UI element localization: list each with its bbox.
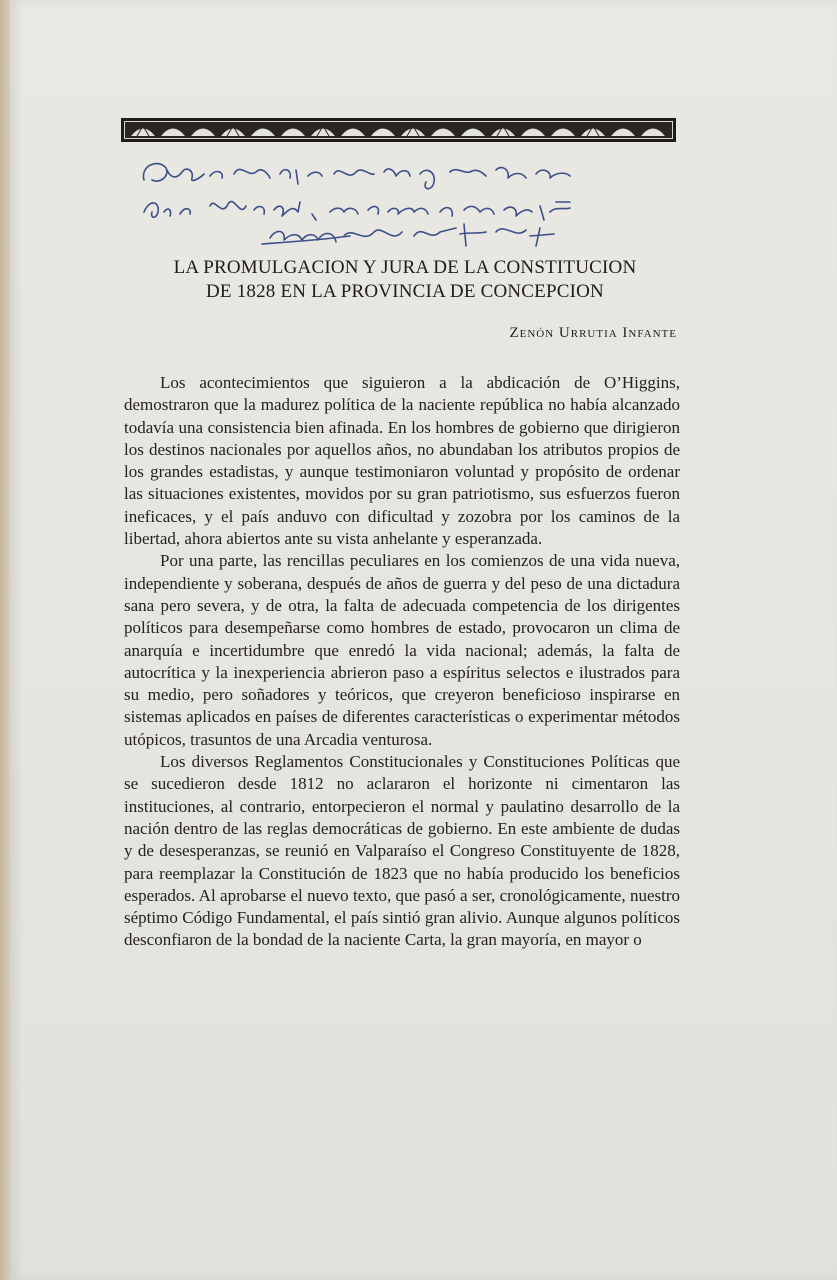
- title-line-1: LA PROMULGACION Y JURA DE LA CONSTITUCION: [173, 257, 637, 278]
- article-body: [124, 372, 680, 952]
- page-edge: [0, 0, 10, 1280]
- title-line-2: DE 1828 EN LA PROVINCIA DE CONCEPCION: [206, 281, 604, 302]
- article-title: [120, 256, 690, 304]
- paragraph: Por una parte, las rencillas peculiares en los comienzos de una vida nueva, independiente y soberana, después de años de guerra y del peso de una dictadura sana pero severa, y de otra, la falta de adecuada competencia de los dirigentes políticos para desempeñarse como hombres de estado, provocaron un clima de anarquía e incertidumbre que enredó la vida nacional; además, la falta de autocrítica y la inexperiencia abrieron paso a espíritus selectos e ilustrados para su medio, pero soñadores y teóricos, que creyeron beneficioso inspirarse en sistemas aplicados en países de diferentes características o experimentar métodos utópicos, trasuntos de una Arcadia venturosa.: [124, 551, 680, 749]
- handwritten-dedication: [130, 148, 610, 258]
- author-name: Zenón Urrutia Infante: [509, 325, 677, 341]
- paragraph: Los acontecimientos que siguieron a la abdicación de O’Higgins, demostraron que la madurez política de la naciente república no había alcanzado todavía una consistencia bien afinada. En los hombres de gobierno que dirigieron los destinos nacionales por aquellos años, no abundaban los atributos propios de los grandes estadistas, y aunque testimoniaron voluntad y propósito de ordenar las situaciones existentes, movidos por su gran patriotismo, sus esfuerzos fueron ineficaces, y el país anduvo con dificultad y zozobra por los caminos de la libertad, ahora abiertos ante su vista anhelante y esperanzada.: [124, 373, 680, 549]
- decorative-header-border: [121, 116, 676, 144]
- paragraph: Los diversos Reglamentos Constitucionales y Constituciones Políticas que se sucedieron desde 1812 no aclararon el horizonte ni cimentaron las instituciones, al contrario, entorpecieron el normal y paulatino desarrollo de la nación dentro de las reglas democráticas de gobierno. En este ambiente de dudas y de desesperanzas, se reunió en Valparaíso el Congreso Constituyente de 1828, para reemplazar la Constitución de 1823 que no había producido los beneficios esperados. Al aprobarse el nuevo texto, que pasó a ser, cronológicamente, nuestro séptimo Código Fundamental, el país sintió gran alivio. Aunque algunos políticos desconfiaron de la bondad de la naciente Carta, la gran mayoría, en mayor o: [124, 752, 680, 950]
